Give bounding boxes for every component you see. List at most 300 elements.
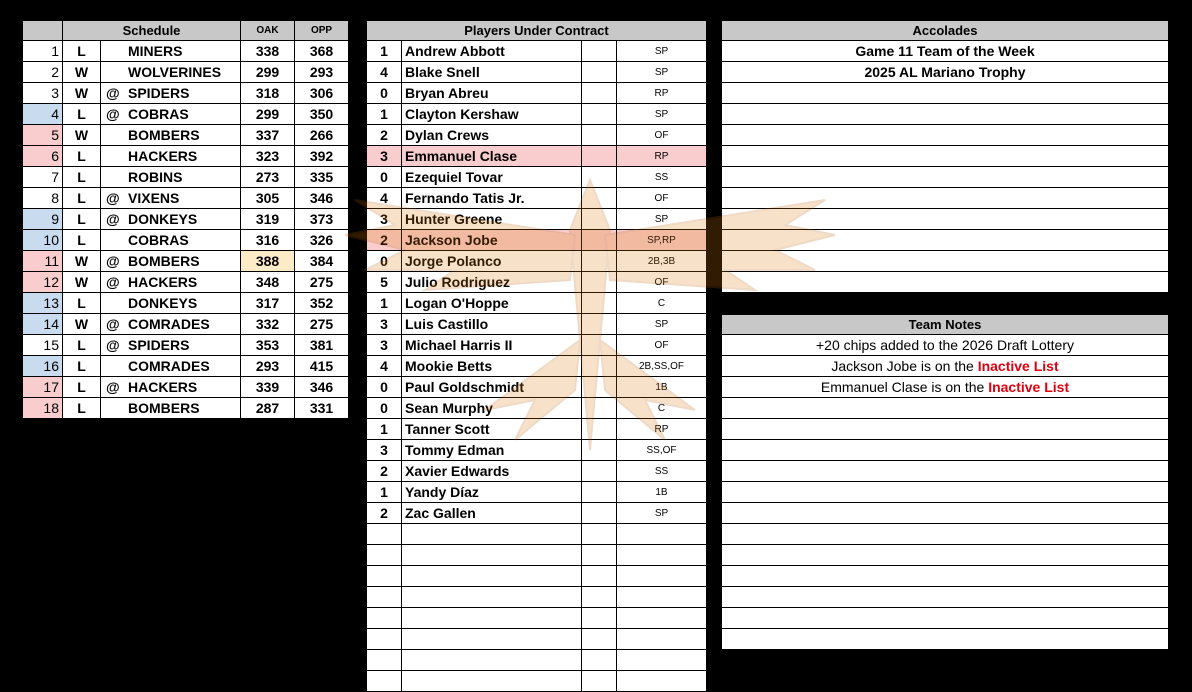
game-opponent <box>101 293 241 314</box>
player-position <box>617 629 707 650</box>
oak-column-header: OAK <box>241 21 295 41</box>
inactive-list-label: Inactive List <box>977 358 1059 374</box>
contract-years <box>367 566 402 587</box>
game-result: L <box>63 41 101 62</box>
player-row <box>367 293 707 314</box>
player-row <box>367 335 707 356</box>
player-position <box>617 608 707 629</box>
game-result: L <box>63 293 101 314</box>
away-marker: @ <box>106 274 120 290</box>
player-row <box>367 272 707 293</box>
accolade-row <box>722 230 1169 251</box>
schedule-row <box>23 293 349 314</box>
player-name <box>402 524 582 545</box>
game-number: 7 <box>23 167 63 188</box>
player-name <box>402 650 582 671</box>
player-spacer <box>582 251 617 272</box>
player-row <box>367 482 707 503</box>
contract-years <box>367 524 402 545</box>
player-position: SP <box>617 62 707 83</box>
game-number: 13 <box>23 293 63 314</box>
player-position: OF <box>617 125 707 146</box>
player-row <box>367 41 707 62</box>
note-row <box>722 377 1169 398</box>
player-name: Michael Harris II <box>402 335 582 356</box>
accolades-panel <box>721 20 1169 293</box>
accolade-text <box>722 209 1169 230</box>
oak-score: 348 <box>241 272 295 293</box>
note-row <box>722 398 1169 419</box>
player-spacer <box>582 188 617 209</box>
team-note <box>722 482 1169 503</box>
schedule-row <box>23 83 349 104</box>
player-position <box>617 587 707 608</box>
opp-score: 373 <box>295 209 349 230</box>
opponent-name: BOMBERS <box>128 253 200 269</box>
game-number: 14 <box>23 314 63 335</box>
player-position: RP <box>617 146 707 167</box>
opponent-name: BOMBERS <box>128 127 200 143</box>
oak-score: 323 <box>241 146 295 167</box>
accolades-header: Accolades <box>722 21 1169 41</box>
contract-years: 4 <box>367 188 402 209</box>
game-opponent <box>101 62 241 83</box>
player-row <box>367 167 707 188</box>
team-note <box>722 629 1169 650</box>
player-row <box>367 566 707 587</box>
game-opponent <box>101 398 241 419</box>
opponent-name: DONKEYS <box>128 211 198 227</box>
contract-years <box>367 587 402 608</box>
game-opponent <box>101 125 241 146</box>
player-name: Fernando Tatis Jr. <box>402 188 582 209</box>
inactive-list-label: Inactive List <box>988 379 1070 395</box>
team-note <box>722 419 1169 440</box>
player-row <box>367 188 707 209</box>
game-opponent <box>101 209 241 230</box>
schedule-row <box>23 125 349 146</box>
game-result: L <box>63 167 101 188</box>
opponent-name: WOLVERINES <box>128 64 222 80</box>
oak-score: 305 <box>241 188 295 209</box>
accolade-text <box>722 251 1169 272</box>
player-position <box>617 545 707 566</box>
opp-score: 306 <box>295 83 349 104</box>
oak-score: 287 <box>241 398 295 419</box>
note-row <box>722 629 1169 650</box>
accolade-row <box>722 272 1169 293</box>
contract-years: 0 <box>367 251 402 272</box>
players-header: Players Under Contract <box>367 21 707 41</box>
contract-years <box>367 545 402 566</box>
opp-score: 335 <box>295 167 349 188</box>
schedule-header: Schedule <box>63 21 241 41</box>
accolade-row <box>722 188 1169 209</box>
schedule-row <box>23 41 349 62</box>
player-spacer <box>582 83 617 104</box>
oak-score: 319 <box>241 209 295 230</box>
game-opponent <box>101 230 241 251</box>
player-row <box>367 83 707 104</box>
contract-years: 0 <box>367 83 402 104</box>
contract-years: 3 <box>367 209 402 230</box>
player-row <box>367 377 707 398</box>
away-marker: @ <box>106 211 120 227</box>
game-number: 10 <box>23 230 63 251</box>
player-name: Xavier Edwards <box>402 461 582 482</box>
player-spacer <box>582 272 617 293</box>
opp-score: 352 <box>295 293 349 314</box>
game-number: 2 <box>23 62 63 83</box>
player-name <box>402 545 582 566</box>
player-name <box>402 566 582 587</box>
player-row <box>367 503 707 524</box>
player-name: Luis Castillo <box>402 314 582 335</box>
opp-score: 346 <box>295 188 349 209</box>
player-row <box>367 314 707 335</box>
game-number: 12 <box>23 272 63 293</box>
player-spacer <box>582 461 617 482</box>
player-spacer <box>582 566 617 587</box>
player-spacer <box>582 503 617 524</box>
player-position <box>617 524 707 545</box>
contract-years: 2 <box>367 125 402 146</box>
contract-years: 5 <box>367 272 402 293</box>
schedule-row <box>23 272 349 293</box>
player-name: Hunter Greene <box>402 209 582 230</box>
game-number: 3 <box>23 83 63 104</box>
player-row <box>367 650 707 671</box>
accolade-row <box>722 62 1169 83</box>
note-text: Jackson Jobe is on the <box>831 358 978 374</box>
schedule-row <box>23 62 349 83</box>
opp-score: 381 <box>295 335 349 356</box>
game-opponent <box>101 104 241 125</box>
away-marker: @ <box>106 316 120 332</box>
accolade-row <box>722 251 1169 272</box>
accolade-row <box>722 83 1169 104</box>
opp-score: 384 <box>295 251 349 272</box>
player-spacer <box>582 104 617 125</box>
schedule-row <box>23 251 349 272</box>
accolade-text <box>722 104 1169 125</box>
oak-score: 293 <box>241 356 295 377</box>
accolade-text <box>722 146 1169 167</box>
schedule-row <box>23 188 349 209</box>
game-opponent <box>101 83 241 104</box>
oak-score: 299 <box>241 62 295 83</box>
player-name <box>402 671 582 692</box>
opponent-name: SPIDERS <box>128 337 190 353</box>
player-row <box>367 125 707 146</box>
oak-score: 316 <box>241 230 295 251</box>
team-note <box>722 356 1169 377</box>
player-position: OF <box>617 272 707 293</box>
contract-years: 0 <box>367 167 402 188</box>
player-position: 1B <box>617 377 707 398</box>
player-name: Clayton Kershaw <box>402 104 582 125</box>
notes-header: Team Notes <box>722 315 1169 335</box>
accolades-header-row <box>722 21 1169 41</box>
note-row <box>722 545 1169 566</box>
contract-years: 1 <box>367 41 402 62</box>
player-row <box>367 419 707 440</box>
schedule-panel <box>22 20 348 419</box>
game-result: L <box>63 377 101 398</box>
game-opponent <box>101 41 241 62</box>
schedule-row <box>23 104 349 125</box>
note-row <box>722 440 1169 461</box>
opp-score: 275 <box>295 314 349 335</box>
accolade-text <box>722 83 1169 104</box>
player-name: Julio Rodriguez <box>402 272 582 293</box>
player-position: SP <box>617 209 707 230</box>
opp-score: 415 <box>295 356 349 377</box>
game-number: 8 <box>23 188 63 209</box>
player-spacer <box>582 167 617 188</box>
schedule-row <box>23 356 349 377</box>
game-number: 15 <box>23 335 63 356</box>
player-position: SP <box>617 314 707 335</box>
player-position: SP <box>617 503 707 524</box>
opponent-name: VIXENS <box>128 190 180 206</box>
away-marker: @ <box>106 253 120 269</box>
player-name: Andrew Abbott <box>402 41 582 62</box>
contract-years: 2 <box>367 503 402 524</box>
game-number: 9 <box>23 209 63 230</box>
player-name: Bryan Abreu <box>402 83 582 104</box>
game-number: 18 <box>23 398 63 419</box>
player-row <box>367 545 707 566</box>
contract-years: 0 <box>367 398 402 419</box>
player-name: Logan O'Hoppe <box>402 293 582 314</box>
team-note <box>722 608 1169 629</box>
opponent-name: HACKERS <box>128 148 198 164</box>
note-text: Emmanuel Clase is on the <box>820 379 989 395</box>
game-opponent <box>101 272 241 293</box>
game-number: 4 <box>23 104 63 125</box>
contract-years: 1 <box>367 482 402 503</box>
game-opponent <box>101 335 241 356</box>
team-note <box>722 503 1169 524</box>
accolade-text: 2025 AL Mariano Trophy <box>722 62 1169 83</box>
opponent-name: BOMBERS <box>128 400 200 416</box>
oak-score: 332 <box>241 314 295 335</box>
game-result: W <box>63 83 101 104</box>
player-name: Paul Goldschmidt <box>402 377 582 398</box>
contract-years: 2 <box>367 230 402 251</box>
player-position: SS <box>617 461 707 482</box>
note-row <box>722 566 1169 587</box>
player-position: C <box>617 398 707 419</box>
oak-score: 318 <box>241 83 295 104</box>
player-position: OF <box>617 335 707 356</box>
opp-column-header: OPP <box>295 21 349 41</box>
game-result: L <box>63 335 101 356</box>
note-row <box>722 587 1169 608</box>
game-result: W <box>63 272 101 293</box>
game-number: 6 <box>23 146 63 167</box>
game-opponent <box>101 146 241 167</box>
opp-score: 350 <box>295 104 349 125</box>
contract-years <box>367 608 402 629</box>
player-position: C <box>617 293 707 314</box>
team-note <box>722 545 1169 566</box>
contract-years: 3 <box>367 146 402 167</box>
contract-years: 4 <box>367 62 402 83</box>
player-row <box>367 398 707 419</box>
player-spacer <box>582 524 617 545</box>
game-result: L <box>63 230 101 251</box>
player-position: SS,OF <box>617 440 707 461</box>
player-spacer <box>582 356 617 377</box>
schedule-row <box>23 398 349 419</box>
note-row <box>722 419 1169 440</box>
player-name: Mookie Betts <box>402 356 582 377</box>
game-result: W <box>63 314 101 335</box>
opponent-name: ROBINS <box>128 169 183 185</box>
opponent-name: COBRAS <box>128 106 189 122</box>
opponent-name: MINERS <box>128 43 183 59</box>
player-row <box>367 104 707 125</box>
oak-score: 273 <box>241 167 295 188</box>
game-result: W <box>63 125 101 146</box>
player-spacer <box>582 608 617 629</box>
contract-years: 1 <box>367 104 402 125</box>
team-note <box>722 440 1169 461</box>
opp-score: 392 <box>295 146 349 167</box>
note-row <box>722 503 1169 524</box>
contract-years: 3 <box>367 314 402 335</box>
player-spacer <box>582 41 617 62</box>
game-number: 17 <box>23 377 63 398</box>
team-note <box>722 587 1169 608</box>
game-opponent <box>101 314 241 335</box>
player-name: Jackson Jobe <box>402 230 582 251</box>
accolade-row <box>722 209 1169 230</box>
team-note <box>722 566 1169 587</box>
opponent-name: HACKERS <box>128 379 198 395</box>
player-spacer <box>582 377 617 398</box>
game-opponent <box>101 251 241 272</box>
oak-score: 388 <box>241 251 295 272</box>
contract-years: 0 <box>367 377 402 398</box>
player-position: 2B,SS,OF <box>617 356 707 377</box>
player-name: Dylan Crews <box>402 125 582 146</box>
player-row <box>367 209 707 230</box>
player-position <box>617 650 707 671</box>
game-result: W <box>63 62 101 83</box>
player-spacer <box>582 482 617 503</box>
player-spacer <box>582 587 617 608</box>
player-name: Ezequiel Tovar <box>402 167 582 188</box>
accolade-row <box>722 146 1169 167</box>
team-note <box>722 398 1169 419</box>
player-name: Zac Gallen <box>402 503 582 524</box>
team-note <box>722 377 1169 398</box>
team-note <box>722 461 1169 482</box>
oak-score: 339 <box>241 377 295 398</box>
schedule-row <box>23 335 349 356</box>
player-spacer <box>582 335 617 356</box>
contract-years: 4 <box>367 356 402 377</box>
contract-years: 1 <box>367 419 402 440</box>
player-position: OF <box>617 188 707 209</box>
schedule-row <box>23 230 349 251</box>
player-position: RP <box>617 83 707 104</box>
game-opponent <box>101 188 241 209</box>
player-spacer <box>582 671 617 692</box>
note-row <box>722 335 1169 356</box>
player-name: Emmanuel Clase <box>402 146 582 167</box>
game-opponent <box>101 167 241 188</box>
player-row <box>367 608 707 629</box>
away-marker: @ <box>106 379 120 395</box>
accolade-text <box>722 188 1169 209</box>
opponent-name: DONKEYS <box>128 295 198 311</box>
note-row <box>722 524 1169 545</box>
player-spacer <box>582 545 617 566</box>
accolade-row <box>722 125 1169 146</box>
player-name: Tanner Scott <box>402 419 582 440</box>
accolade-text <box>722 125 1169 146</box>
contract-years <box>367 650 402 671</box>
oak-score: 338 <box>241 41 295 62</box>
player-spacer <box>582 125 617 146</box>
player-row <box>367 230 707 251</box>
opp-score: 331 <box>295 398 349 419</box>
player-spacer <box>582 146 617 167</box>
player-name <box>402 608 582 629</box>
opponent-name: COMRADES <box>128 316 210 332</box>
contract-years: 3 <box>367 335 402 356</box>
accolade-row <box>722 41 1169 62</box>
game-opponent <box>101 356 241 377</box>
team-note <box>722 335 1169 356</box>
accolade-text: Game 11 Team of the Week <box>722 41 1169 62</box>
oak-score: 317 <box>241 293 295 314</box>
player-name <box>402 587 582 608</box>
player-spacer <box>582 314 617 335</box>
player-name: Blake Snell <box>402 62 582 83</box>
notes-panel <box>721 314 1169 650</box>
player-position: SP <box>617 104 707 125</box>
player-position: SS <box>617 167 707 188</box>
accolade-text <box>722 167 1169 188</box>
contract-years <box>367 671 402 692</box>
player-name: Yandy Díaz <box>402 482 582 503</box>
away-marker: @ <box>106 337 120 353</box>
notes-table <box>721 314 1169 650</box>
schedule-header-row <box>23 21 349 41</box>
opp-score: 368 <box>295 41 349 62</box>
schedule-table <box>22 20 349 419</box>
player-row <box>367 629 707 650</box>
players-table <box>366 20 707 692</box>
player-position <box>617 671 707 692</box>
oak-score: 337 <box>241 125 295 146</box>
player-spacer <box>582 62 617 83</box>
schedule-row <box>23 167 349 188</box>
player-spacer <box>582 293 617 314</box>
player-position: RP <box>617 419 707 440</box>
player-position: 1B <box>617 482 707 503</box>
game-number: 1 <box>23 41 63 62</box>
game-result: L <box>63 356 101 377</box>
player-position <box>617 566 707 587</box>
schedule-row <box>23 209 349 230</box>
contract-years: 2 <box>367 461 402 482</box>
